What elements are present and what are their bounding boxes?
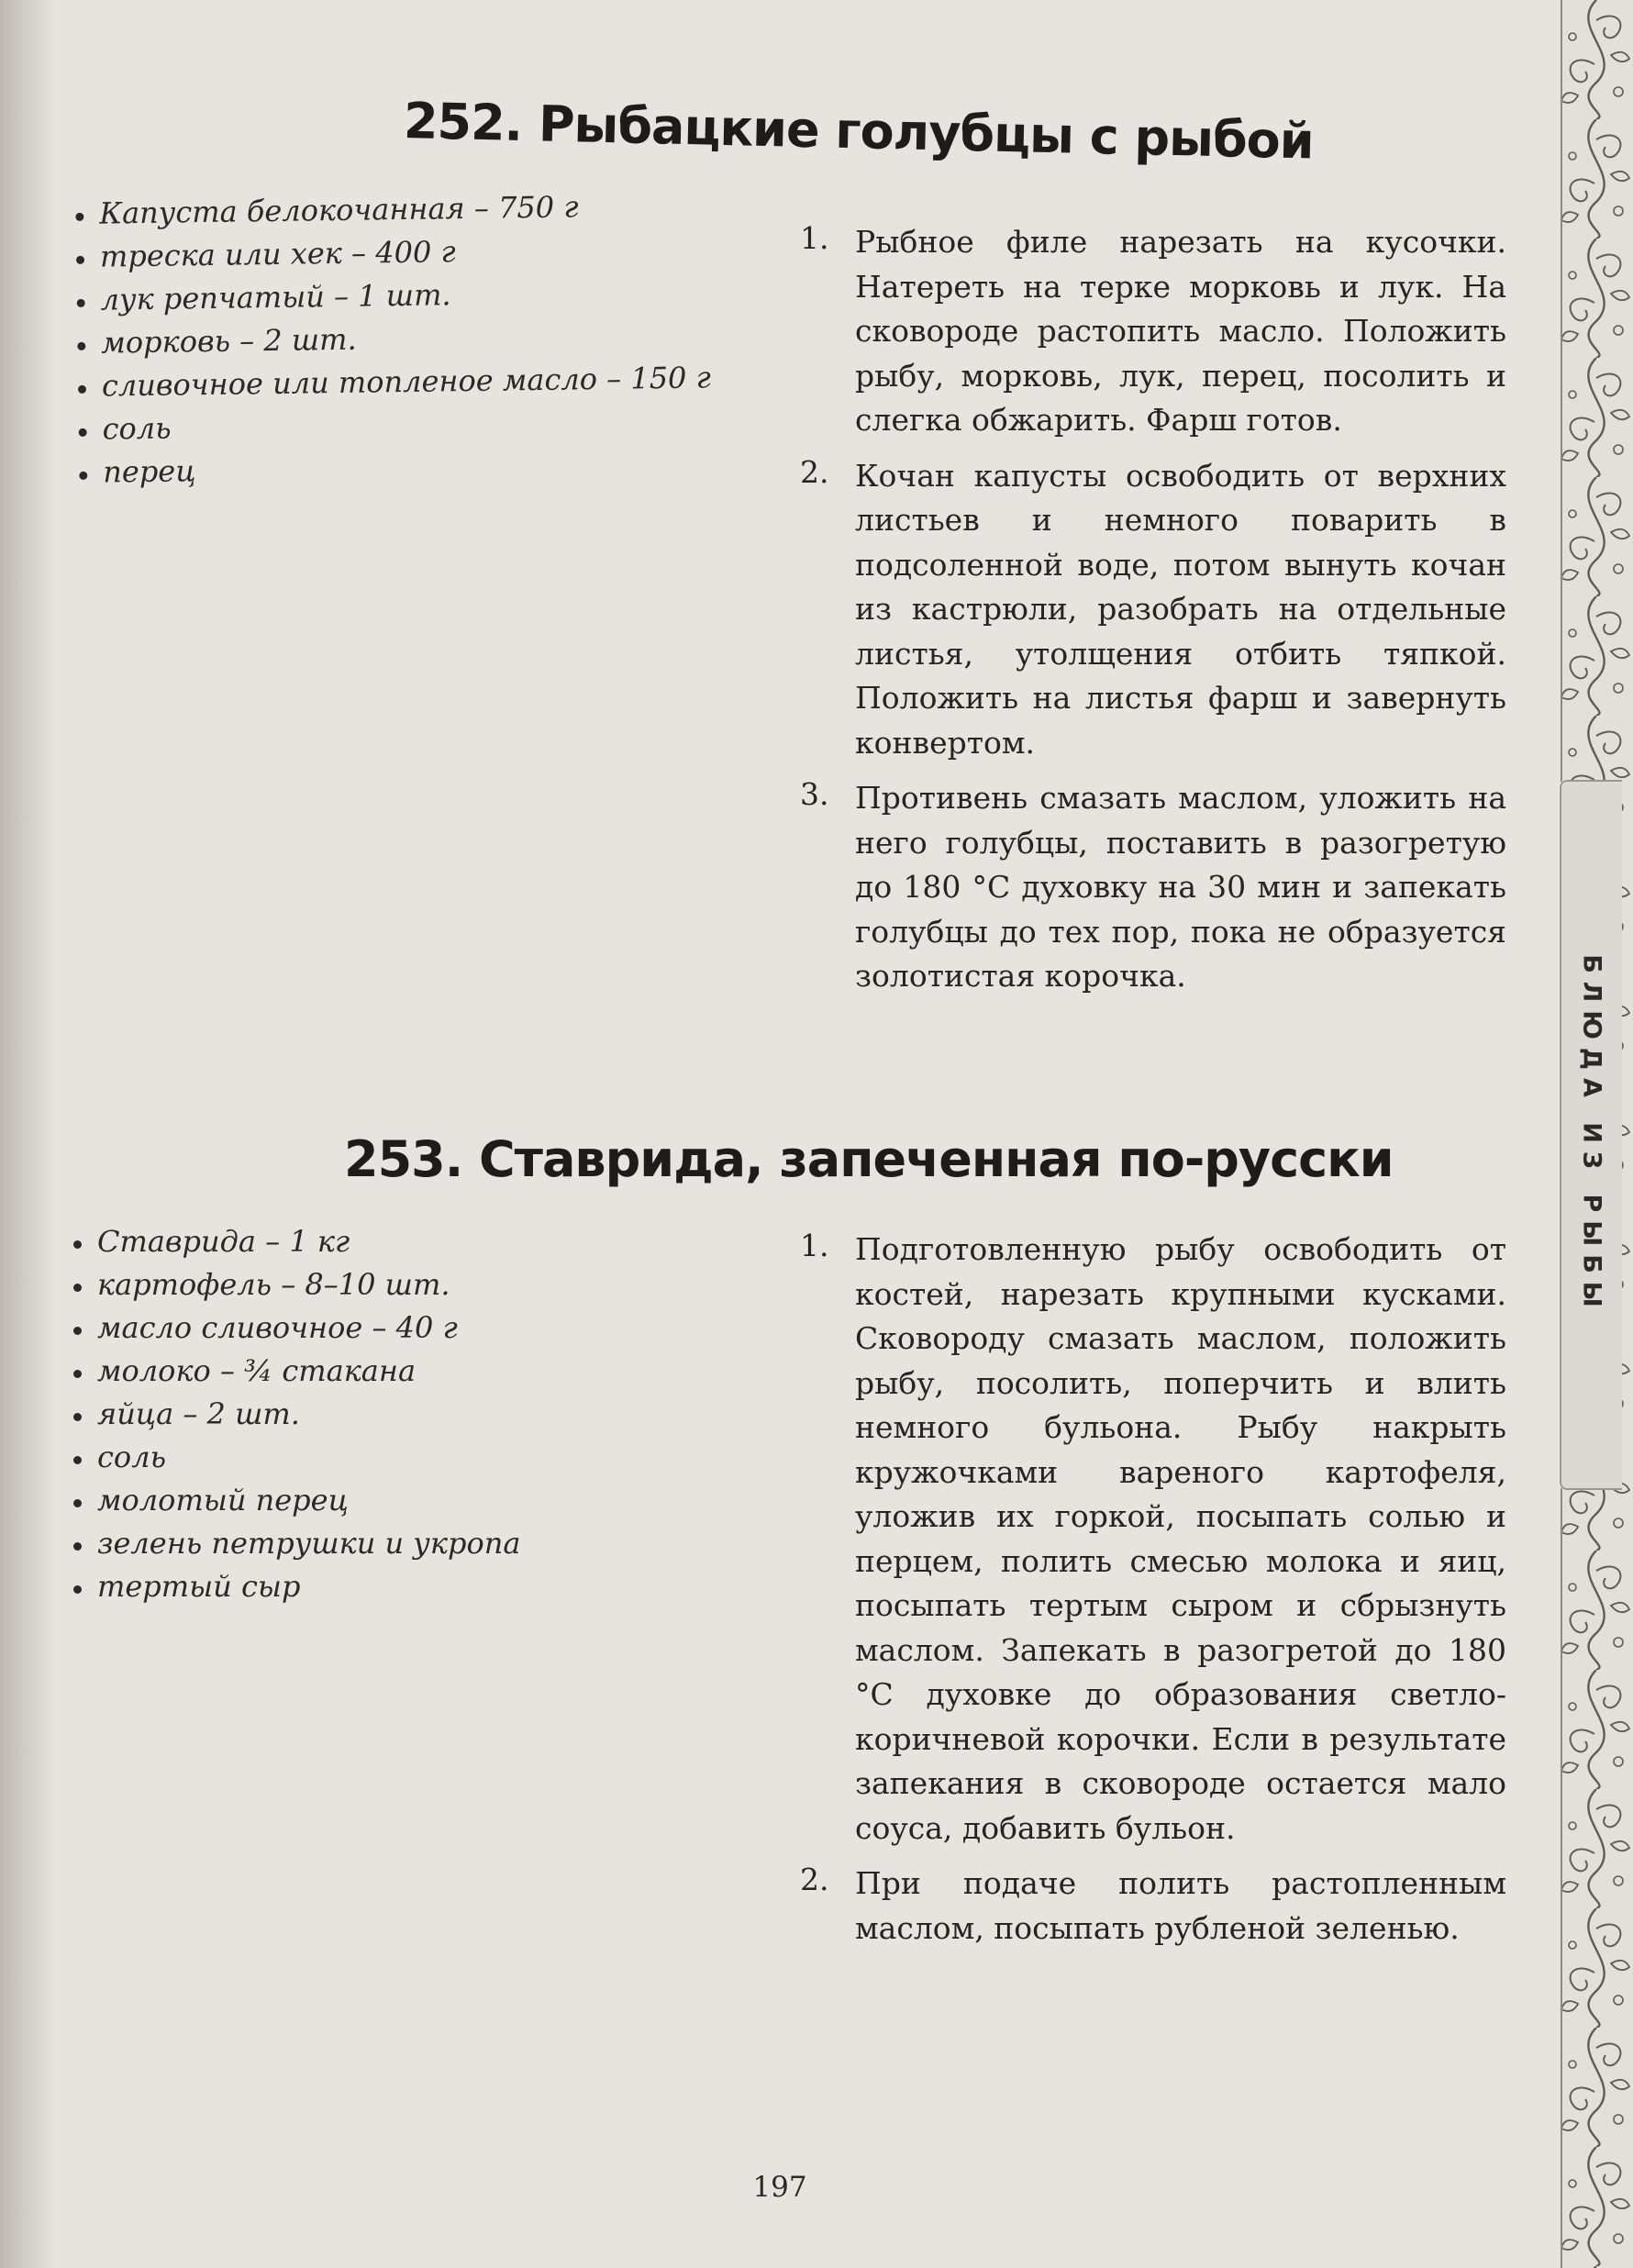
- instruction-step: [800, 1862, 1506, 1951]
- ingredient-item: картофель – 8–10 шт.: [70, 1263, 520, 1306]
- step-text: Кочан капусты освободить от верхних листьев и немного поварить в подсоленной воде, потом вынуть кочан из кастрюли, разобрать на отдельные листья, утолщения отбить тяпкой. Положить на листья фарш и завернуть конвертом.: [855, 457, 1506, 761]
- page-number: 197: [752, 2171, 807, 2204]
- step-number: 1.: [800, 1228, 829, 1263]
- ingredient-item: зелень петрушки и укропа: [70, 1522, 520, 1565]
- step-number: 2.: [800, 453, 829, 490]
- ingredient-item: соль: [74, 399, 711, 451]
- ingredient-item: молоко – ¾ стакана: [70, 1350, 520, 1393]
- ingredient-list-252: [72, 183, 712, 495]
- ingredient-item: сливочное или топленое масло – 150 г: [74, 356, 711, 408]
- instruction-step: [800, 454, 1506, 766]
- page-gutter-shadow: [0, 0, 55, 2268]
- ingredient-item: яйца – 2 шт.: [70, 1393, 520, 1436]
- step-text: Противень смазать маслом, уложить на него голубцы, поставить в разогретую до 180 °С духовку на 30 мин и запекать голубцы до тех пор, пока не образуется золотистая корочка.: [855, 780, 1506, 994]
- instruction-step: [800, 1228, 1506, 1851]
- instruction-step: [800, 776, 1506, 999]
- step-text: Рыбное филе нарезать на кусочки. Натереть на терке морковь и лук. На сковороде растопить масло. Положить рыбу, морковь, лук, перец, посолить и слегка обжарить. Фарш готов.: [855, 224, 1506, 438]
- ingredient-item: Капуста белокочанная – 750 г: [72, 183, 708, 236]
- ingredient-item: соль: [70, 1436, 520, 1479]
- ingredient-item: морковь – 2 шт.: [73, 313, 710, 365]
- section-label: БЛЮДА ИЗ РЫБЫ: [1577, 954, 1606, 1316]
- step-number: 3.: [800, 776, 829, 812]
- ingredient-list-253: [70, 1220, 520, 1608]
- recipe-title-253: 253. Ставрида, запеченная по-русски: [344, 1130, 1394, 1188]
- ingredient-item: молотый перец: [70, 1479, 520, 1522]
- ingredient-item: перец: [75, 442, 712, 495]
- ingredient-item: Ставрида – 1 кг: [70, 1220, 520, 1263]
- ingredient-item: треска или хек – 400 г: [72, 227, 709, 279]
- ingredient-item: лук репчатый – 1 шт.: [72, 270, 709, 322]
- instruction-step: [800, 220, 1506, 443]
- recipe-title-252: 252. Рыбацкие голубцы с рыбой: [403, 92, 1315, 171]
- section-tab: [1560, 780, 1622, 1490]
- ingredient-item: масло сливочное – 40 г: [70, 1306, 520, 1350]
- step-text: Подготовленную рыбу освободить от костей, нарезать крупными кусками. Сковороду смазать маслом, положить рыбу, посолить, поперчить и влить немного бульона. Рыбу накрыть кружочками вареного картофеля, уложив их горкой, посыпать солью и перцем, полить смесью молока и яиц, посыпать тертым сыром и сбрызнуть маслом. Запекать в разогретой до 180 °С духовке до образования светло-коричневой корочки. Если в результате запекания в сковороде остается мало соуса, добавить бульон.: [855, 1231, 1506, 1846]
- step-text: При подаче полить растопленным маслом, посыпать рубленой зеленью.: [855, 1865, 1506, 1946]
- instruction-list-253: [800, 1228, 1506, 1962]
- instruction-list-252: [800, 220, 1506, 1010]
- ingredient-item: тертый сыр: [70, 1565, 520, 1608]
- step-number: 2.: [800, 1862, 829, 1897]
- step-number: 1.: [800, 220, 829, 256]
